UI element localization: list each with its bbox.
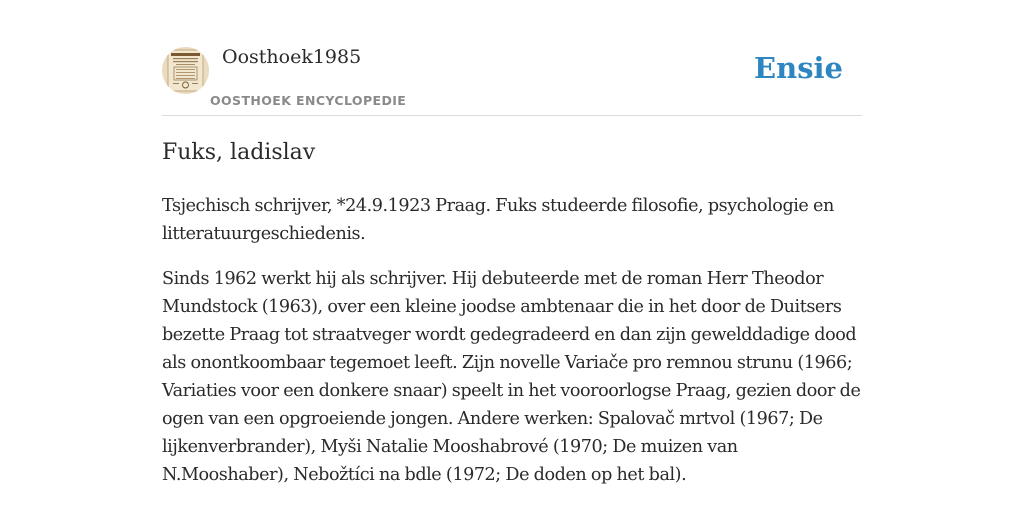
entry-title: Fuks, ladislav bbox=[162, 140, 316, 165]
entry-paragraph: Sinds 1962 werkt hij als schrijver. Hij debuteerde met de roman Herr Theodor Mundstock (1963), over een kleine joodse ambtenaar die in het door de Duitsers bezette Praag tot straatveger wordt gedegradeerd en dan zijn gewelddadige dood als onontkoombaar tegemoet leeft. Zijn novelle Variače pro remnou strunu (1966; Variaties voor een donkere snaar) speelt in het vooroorlogse Praag, gezien door de ogen van een opgroeiende jongen. Andere werken: Spalovač mrtvol (1967; De lijkenverbrander), Myši Natalie Mooshabrové (1970; De muizen van N.Mooshaber), Nebožtíci na bdle (1972; De doden op het bal). bbox=[162, 269, 861, 485]
entry-header bbox=[162, 44, 862, 116]
encyclopedia-cover-icon bbox=[162, 47, 209, 94]
source-label[interactable]: OOSTHOEK ENCYCLOPEDIE bbox=[210, 93, 407, 108]
entry-content bbox=[162, 192, 862, 506]
ensie-logo[interactable]: Ensie bbox=[754, 51, 843, 85]
author-name[interactable]: Oosthoek1985 bbox=[222, 46, 362, 68]
entry-paragraph: Tsjechisch schrijver, *24.9.1923 Praag. Fuks studeerde filosofie, psychologie en litteratuurgeschiedenis. bbox=[162, 196, 834, 244]
avatar[interactable] bbox=[162, 47, 209, 94]
